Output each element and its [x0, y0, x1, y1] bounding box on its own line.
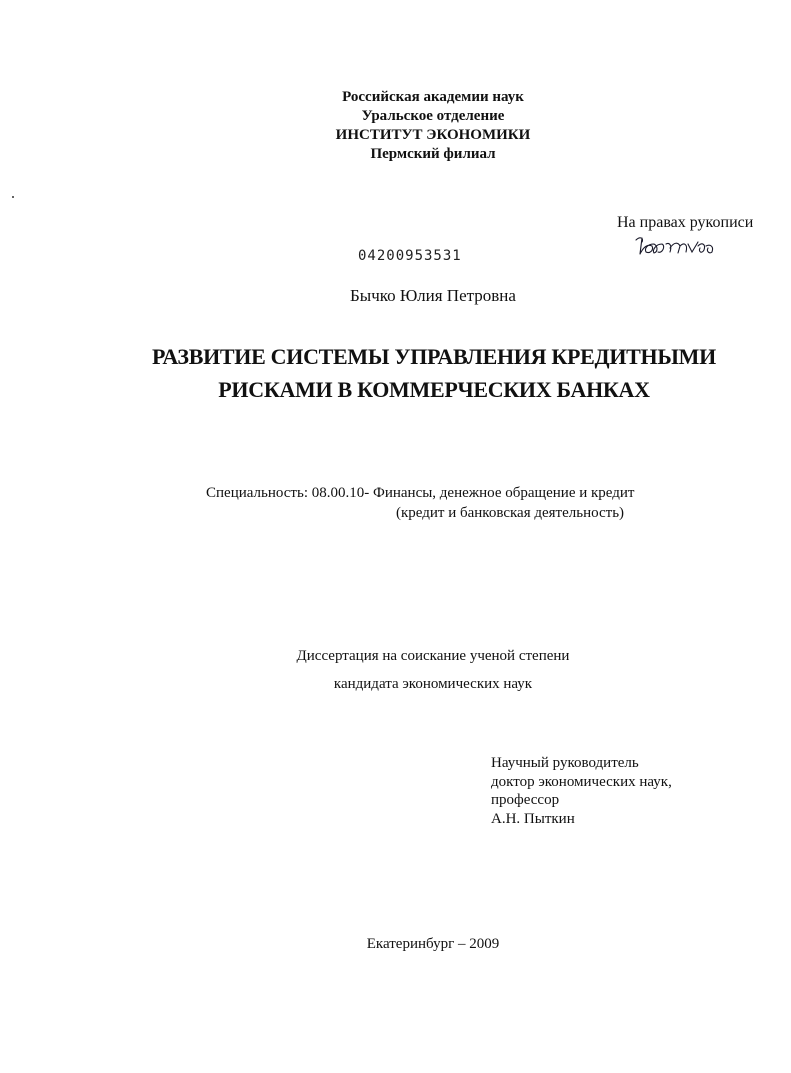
- specialty-line: Специальность: 08.00.10- Финансы, денежное обращение и кредит: [206, 485, 635, 501]
- academy-name: Российская академии наук: [342, 89, 524, 105]
- institute-name: ИНСТИТУТ ЭКОНОМИКИ: [335, 127, 531, 143]
- supervisor-rank: профессор: [491, 792, 560, 808]
- degree-line-2: кандидата экономических наук: [333, 676, 533, 692]
- supervisor-name: А.Н. Пыткин: [491, 810, 575, 827]
- supervisor-block: [491, 754, 672, 828]
- institution-header: [0, 88, 791, 164]
- barcode-number: 04200953531: [358, 248, 462, 264]
- rights-notice: На правах рукописи: [617, 214, 754, 231]
- supervisor-degree: доктор экономических наук,: [491, 773, 672, 790]
- scan-speck: [12, 196, 14, 198]
- degree-line-1: Диссертация на соискание ученой степени: [296, 648, 570, 664]
- filial-name: Пермский филиал: [370, 146, 496, 162]
- title-line-1: РАЗВИТИЕ СИСТЕМЫ УПРАВЛЕНИЯ КРЕДИТНЫМИ: [152, 344, 716, 369]
- specialty-subline: (кредит и банковская деятельность): [396, 505, 625, 521]
- dissertation-title: [0, 340, 791, 406]
- supervisor-role: Научный руководитель: [491, 755, 639, 771]
- branch-name: Уральское отделение: [361, 108, 505, 124]
- author-name: Бычко Юлия Петровна: [350, 286, 516, 305]
- city-year: Екатеринбург – 2009: [366, 936, 500, 952]
- title-line-2: РИСКАМИ В КОММЕРЧЕСКИХ БАНКАХ: [218, 377, 650, 402]
- signature-handwriting: [632, 232, 732, 258]
